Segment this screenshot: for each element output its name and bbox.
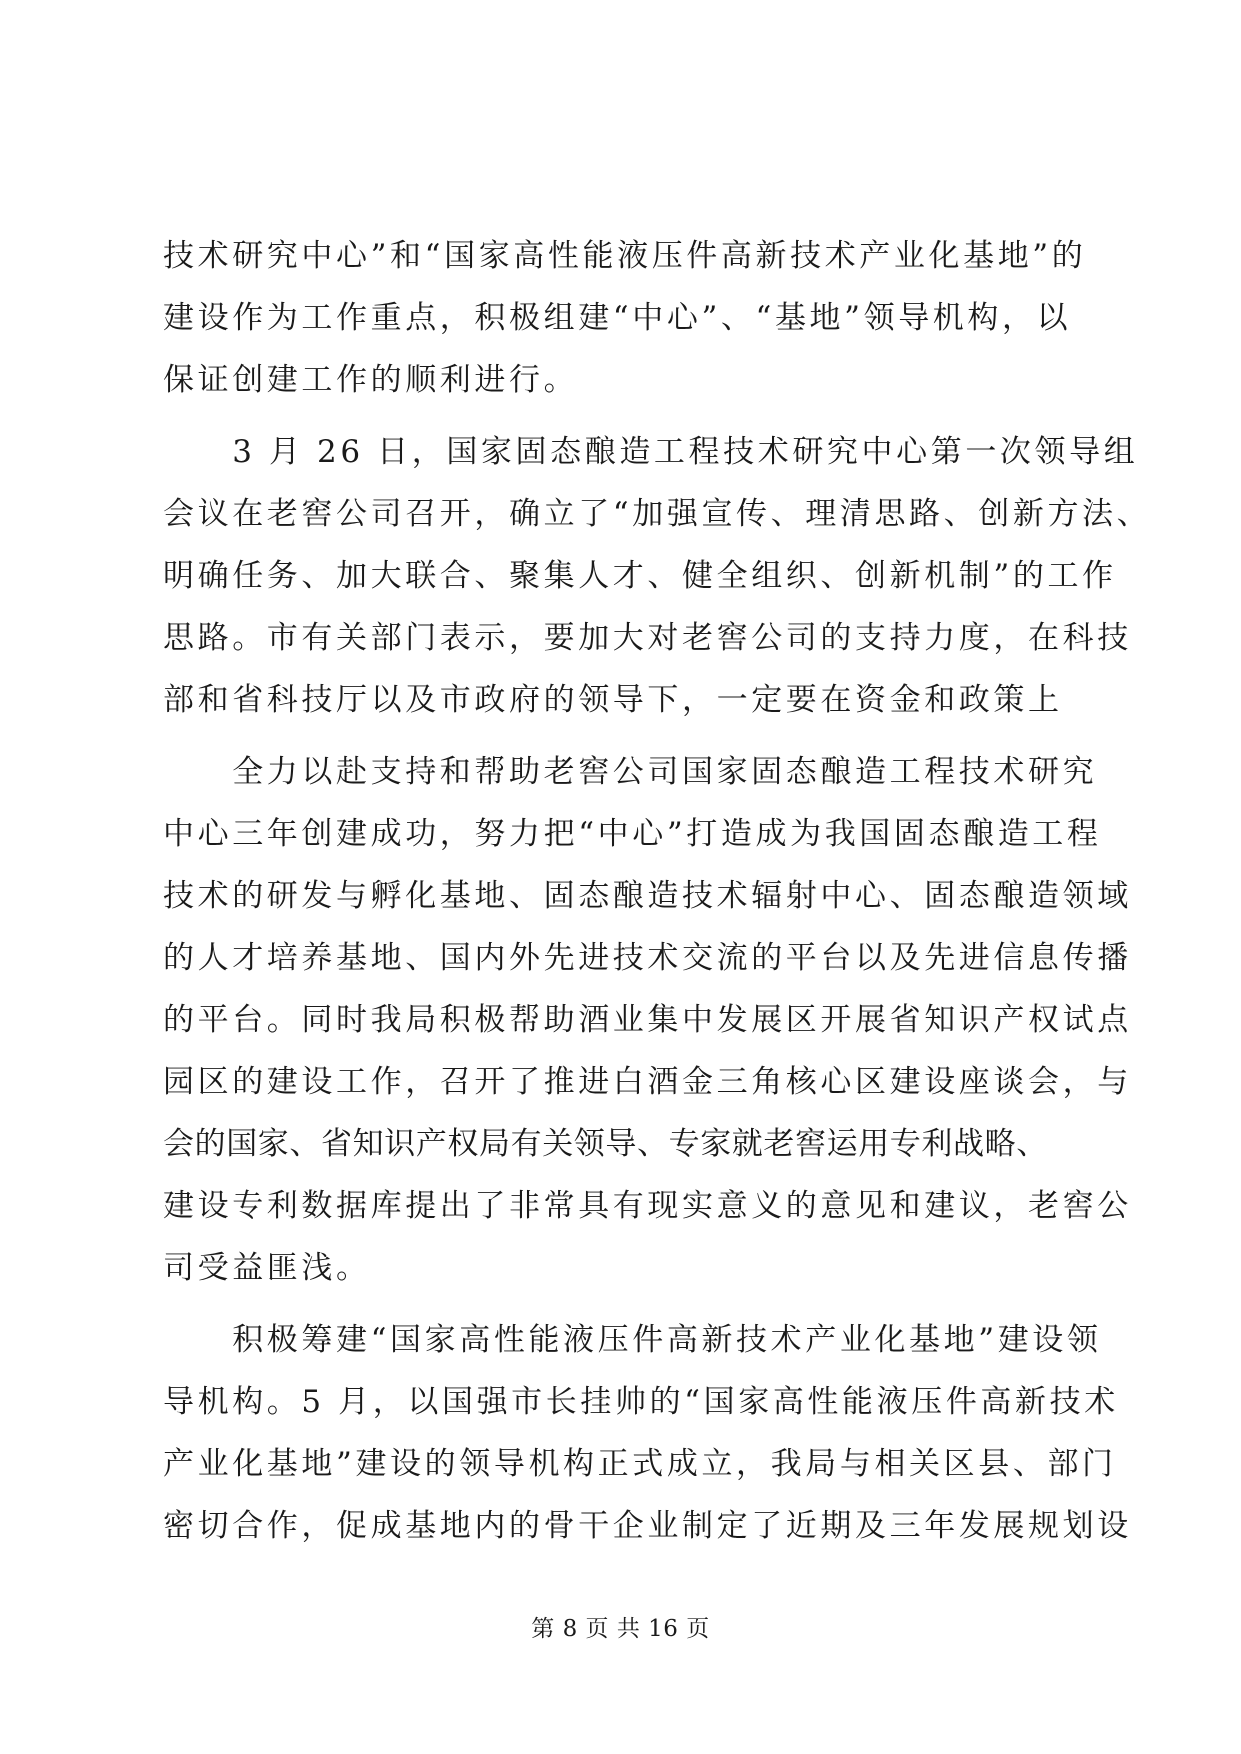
text-line: 技术的研发与孵化基地、固态酿造技术辐射中心、固态酿造领域 [163, 878, 1132, 914]
text-line: 司受益匪浅。 [163, 1250, 371, 1286]
text-line: 思路。市有关部门表示，要加大对老窖公司的支持力度，在科技 [163, 620, 1132, 656]
text-line: 部和省科技厅以及市政府的领导下，一定要在资金和政策上 [163, 682, 1063, 718]
text-line: 会的国家、省知识产权局有关领导、专家就老窖运用专利战略、 [163, 1126, 1048, 1162]
paragraph [163, 1309, 1132, 1557]
text-line: 技术研究中心”和“国家高性能液压件高新技术产业化基地”的 [163, 238, 1087, 274]
text-line: 建设专利数据库提出了非常具有现实意义的意见和建议，老窖公 [163, 1188, 1132, 1224]
text-line: 园区的建设工作，召开了推进白酒金三角核心区建设座谈会，与 [163, 1064, 1132, 1100]
text-line: 保证创建工作的顺利进行。 [163, 362, 579, 398]
text-line: 明确任务、加大联合、聚集人才、健全组织、创新机制”的工作 [163, 558, 1117, 594]
paragraph [163, 421, 1152, 731]
text-line: 建设作为工作重点，积极组建“中心”、“基地”领导机构，以 [163, 300, 1072, 336]
text-line: 产业化基地”建设的领导机构正式成立，我局与相关区县、部门 [163, 1446, 1117, 1482]
paragraph [163, 225, 1098, 411]
text-line: 的人才培养基地、国内外先进技术交流的平台以及先进信息传播 [163, 940, 1132, 976]
text-line: 密切合作，促成基地内的骨干企业制定了近期及三年发展规划设 [163, 1508, 1132, 1544]
document-body [163, 225, 1152, 1557]
page-number-footer: 第 8 页 共 16 页 [531, 1616, 710, 1642]
text-line: 3 月 26 日，国家固态酿造工程技术研究中心第一次领导组 [163, 434, 1139, 470]
text-line: 导机构。5 月，以国强市长挂帅的“国家高性能液压件高新技术 [163, 1384, 1119, 1420]
text-line: 中心三年创建成功，努力把“中心”打造成为我国固态酿造工程 [163, 816, 1102, 852]
text-line: 会议在老窖公司召开，确立了“加强宣传、理清思路、创新方法、 [163, 496, 1152, 532]
paragraph [163, 741, 1132, 1299]
text-line: 全力以赴支持和帮助老窖公司国家固态酿造工程技术研究 [163, 754, 1098, 790]
text-line: 的平台。同时我局积极帮助酒业集中发展区开展省知识产权试点 [163, 1002, 1132, 1038]
text-line: 积极筹建“国家高性能液压件高新技术产业化基地”建设领 [163, 1322, 1102, 1358]
